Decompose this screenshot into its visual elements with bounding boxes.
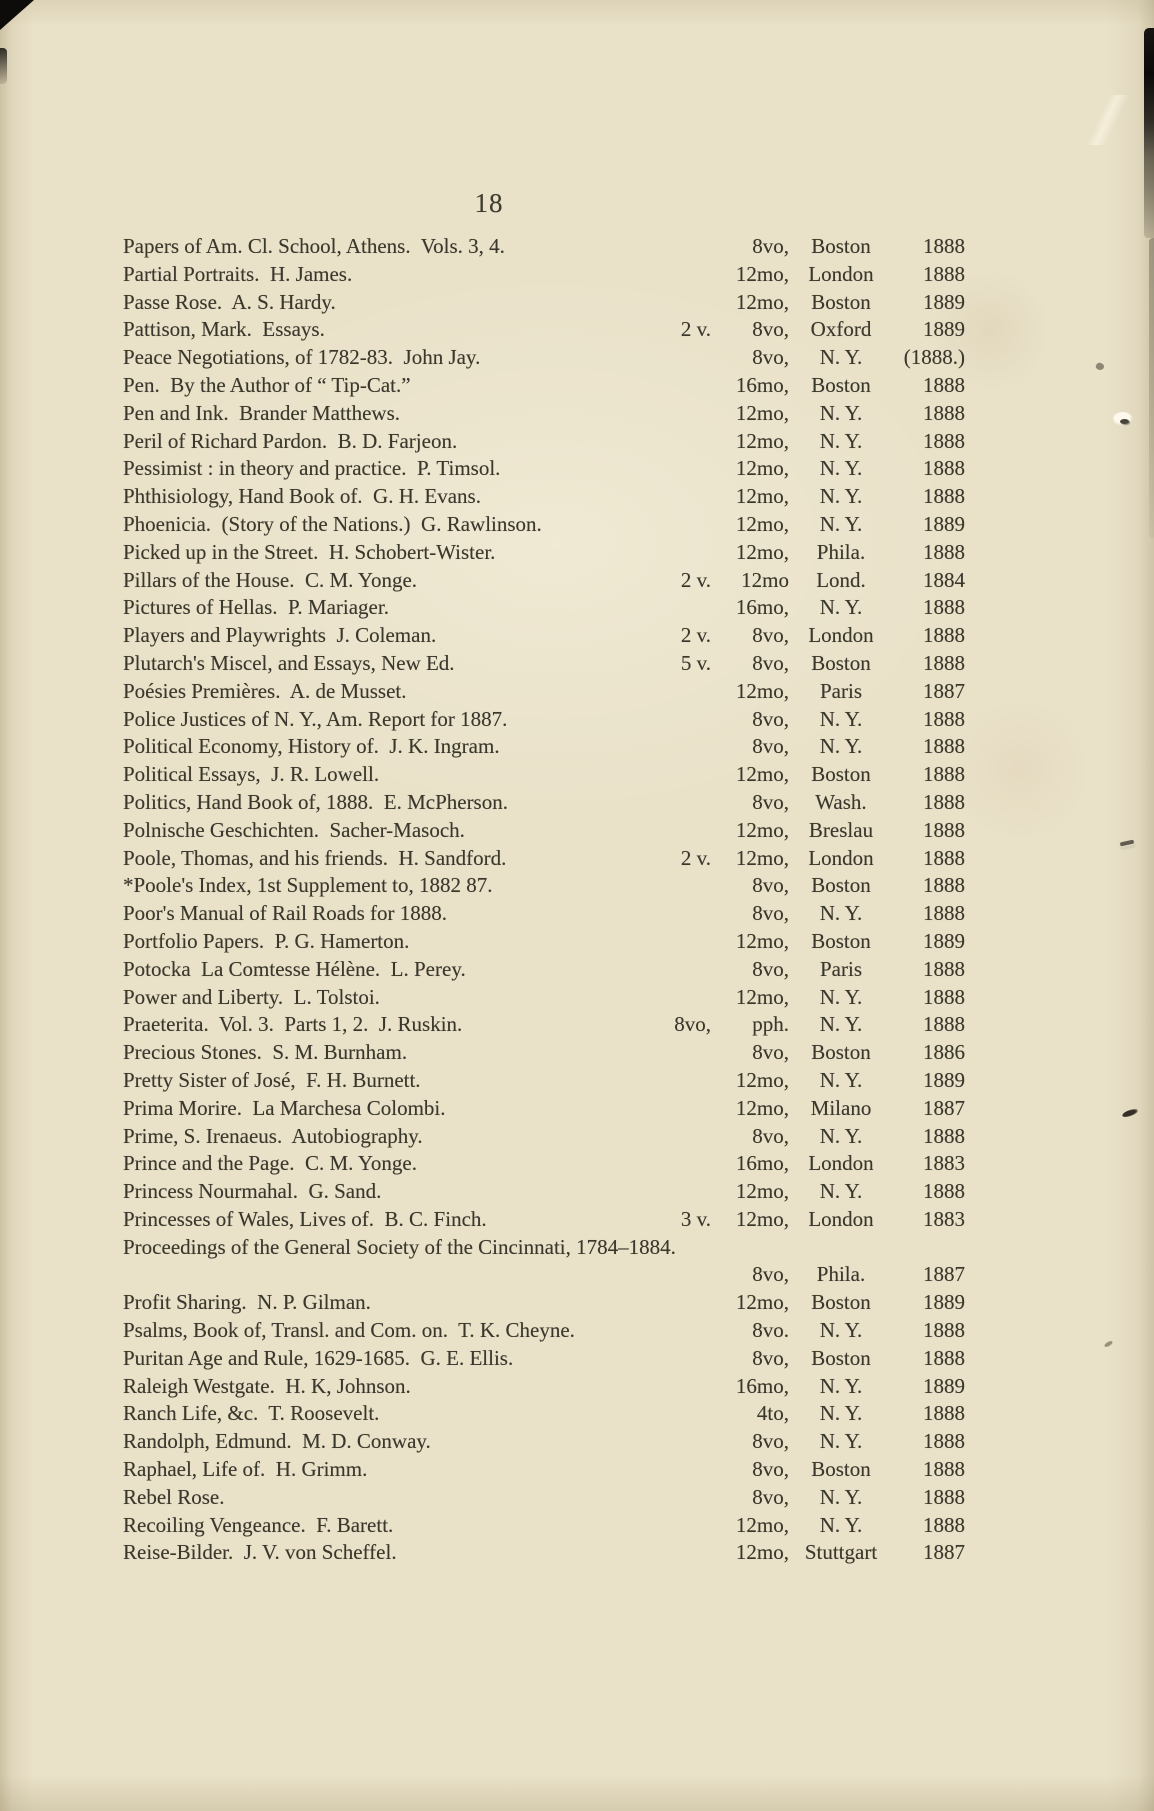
entry-format: 8vo, <box>752 650 789 675</box>
entry-year: 1888 <box>923 1318 965 1343</box>
entry-title: Phthisiology, Hand Book of. G. H. Evans. <box>123 484 481 509</box>
entry-format: 12mo, <box>735 817 789 842</box>
entry-year: 1889 <box>923 511 965 536</box>
catalog-row <box>123 234 965 262</box>
entry-year: 1889 <box>923 1290 965 1315</box>
paper-speck <box>1104 1340 1114 1348</box>
entry-place: Boston <box>811 289 871 314</box>
entry-volumes: 8vo, <box>674 1012 711 1037</box>
entry-year: 1888 <box>923 372 965 397</box>
entry-place: Phila. <box>816 1262 866 1287</box>
entry-title: Raphael, Life of. H. Grimm. <box>123 1457 368 1482</box>
catalog-row <box>123 1429 965 1457</box>
entry-format: 8vo, <box>752 1262 789 1287</box>
catalog-row <box>123 957 965 985</box>
entry-year: 1883 <box>923 1151 965 1176</box>
entry-format: 8vo, <box>752 345 789 370</box>
catalog-row <box>123 1318 965 1346</box>
entry-year: 1888 <box>923 706 965 731</box>
entry-title: Political Economy, History of. J. K. Ingram. <box>123 734 500 759</box>
catalog-row <box>123 873 965 901</box>
entry-format: 12mo, <box>735 539 789 564</box>
entry-place: N. Y. <box>819 595 863 620</box>
entry-year: 1888 <box>923 901 965 926</box>
entry-year: 1888 <box>923 234 965 258</box>
entry-format: 12mo, <box>735 762 789 787</box>
catalog-row <box>123 929 965 957</box>
catalog-row <box>123 429 965 457</box>
catalog-row <box>123 846 965 874</box>
entry-format: 8vo, <box>752 317 789 342</box>
entry-title: Poésies Premières. A. de Musset. <box>123 678 407 703</box>
entry-place: Paris <box>820 956 862 981</box>
entry-format: 12mo, <box>735 1290 789 1315</box>
catalog-row <box>123 568 965 596</box>
entry-year: 1889 <box>923 928 965 953</box>
entry-place: N. Y. <box>819 1067 863 1092</box>
entry-year: 1889 <box>923 289 965 314</box>
entry-title: Plutarch's Miscel, and Essays, New Ed. <box>123 650 455 675</box>
entry-format: 12mo <box>741 567 789 592</box>
entry-format: 12mo, <box>735 1067 789 1092</box>
catalog-row <box>123 734 965 762</box>
entry-format: 8vo. <box>752 1318 789 1343</box>
entry-title: Portfolio Papers. P. G. Hamerton. <box>123 928 410 953</box>
entry-title: Puritan Age and Rule, 1629-1685. G. E. Ellis. <box>123 1345 514 1370</box>
entry-year: 1884 <box>923 567 965 592</box>
entry-title: Precious Stones. S. M. Burnham. <box>123 1040 408 1065</box>
entry-format: 8vo, <box>752 734 789 759</box>
entry-title: Pen and Ink. Brander Matthews. <box>123 400 401 425</box>
entry-format: 12mo, <box>735 289 789 314</box>
entry-year: 1888 <box>923 1457 965 1482</box>
entry-place: Milano <box>810 1095 872 1120</box>
catalog-row <box>123 1262 965 1290</box>
entry-title: Players and Playwrights J. Coleman. <box>123 623 437 648</box>
catalog-list <box>123 234 965 1568</box>
entry-place: N. Y. <box>819 1429 863 1454</box>
entry-format: 12mo, <box>735 1179 789 1204</box>
entry-title: Princesses of Wales, Lives of. B. C. Finch. <box>123 1206 487 1231</box>
entry-title: Pen. By the Author of “ Tip-Cat.” <box>123 372 411 397</box>
scan-corner-shadow <box>0 0 34 30</box>
catalog-row <box>123 1207 965 1235</box>
paper-speck <box>1121 1108 1138 1119</box>
entry-year: 1888 <box>923 261 965 286</box>
entry-format: 8vo, <box>752 1040 789 1065</box>
catalog-row <box>123 290 965 318</box>
entry-volumes: 2 v. <box>680 317 711 342</box>
entry-place: London <box>808 623 874 648</box>
entry-title: Rebel Rose. <box>123 1484 225 1509</box>
entry-year: 1888 <box>923 984 965 1009</box>
entry-year: 1888 <box>923 1012 965 1037</box>
entry-place: London <box>808 1206 874 1231</box>
entry-title: Ranch Life, &c. T. Roosevelt. <box>123 1401 380 1426</box>
entry-format: 12mo, <box>735 261 789 286</box>
entry-year: 1888 <box>923 1123 965 1148</box>
entry-place: N. Y. <box>819 1179 863 1204</box>
entry-place: N. Y. <box>819 511 863 536</box>
entry-volumes: 5 v. <box>680 650 711 675</box>
entry-year: 1888 <box>923 956 965 981</box>
scan-edge-shadow-right <box>1149 238 1154 538</box>
entry-place: Boston <box>811 873 871 898</box>
entry-title: Psalms, Book of, Transl. and Com. on. T. K. Cheyne. <box>123 1318 575 1343</box>
catalog-row <box>123 901 965 929</box>
entry-title: Power and Liberty. L. Tolstoi. <box>123 984 380 1009</box>
entry-format: pph. <box>752 1012 789 1037</box>
catalog-row <box>123 1040 965 1068</box>
catalog-row <box>123 1235 965 1263</box>
entry-format: 12mo, <box>735 928 789 953</box>
entry-place: Boston <box>811 372 871 397</box>
entry-title: Raleigh Westgate. H. K, Johnson. <box>123 1373 411 1398</box>
entry-format: 12mo, <box>735 1206 789 1231</box>
catalog-row <box>123 1151 965 1179</box>
entry-year: 1888 <box>923 1484 965 1509</box>
entry-year: 1888 <box>923 623 965 648</box>
catalog-row <box>123 317 965 345</box>
catalog-row <box>123 1457 965 1485</box>
entry-year: 1888 <box>923 845 965 870</box>
entry-place: N. Y. <box>819 706 863 731</box>
entry-year: 1889 <box>923 1373 965 1398</box>
entry-place: N. Y. <box>819 456 863 481</box>
entry-year: 1888 <box>923 1179 965 1204</box>
entry-format: 12mo, <box>735 484 789 509</box>
entry-format: 8vo, <box>752 234 789 258</box>
entry-format: 4to, <box>756 1401 789 1426</box>
entry-format: 8vo, <box>752 1484 789 1509</box>
catalog-row <box>123 1179 965 1207</box>
paper-speck <box>1095 362 1105 372</box>
entry-place: Boston <box>811 234 871 258</box>
catalog-row <box>123 262 965 290</box>
catalog-row <box>123 512 965 540</box>
paper-pinhole <box>1113 412 1133 426</box>
entry-place: Oxford <box>810 317 872 342</box>
entry-year: 1888 <box>923 1429 965 1454</box>
entry-title: Phoenicia. (Story of the Nations.) G. Rawlinson. <box>123 511 542 536</box>
page-number: 18 <box>474 188 504 218</box>
catalog-row <box>123 1290 965 1318</box>
catalog-row <box>123 345 965 373</box>
entry-place: N. Y. <box>819 1123 863 1148</box>
entry-year: 1888 <box>923 650 965 675</box>
entry-year: 1886 <box>923 1040 965 1065</box>
entry-title: Poor's Manual of Rail Roads for 1888. <box>123 901 448 926</box>
catalog-row <box>123 679 965 707</box>
entry-place: N. Y. <box>819 1373 863 1398</box>
entry-format: 12mo, <box>735 1095 789 1120</box>
entry-title: Peril of Richard Pardon. B. D. Farjeon. <box>123 428 458 453</box>
entry-format: 8vo, <box>752 1123 789 1148</box>
catalog-row <box>123 623 965 651</box>
scan-edge-mark-right <box>1144 28 1154 238</box>
entry-place: London <box>808 1151 874 1176</box>
catalog-row <box>123 595 965 623</box>
entry-place: Boston <box>811 762 871 787</box>
catalog-row <box>123 985 965 1013</box>
entry-format: 8vo, <box>752 901 789 926</box>
entry-place: N. Y. <box>819 1484 863 1509</box>
catalog-row <box>123 1096 965 1124</box>
entry-year: 1887 <box>923 1095 965 1120</box>
entry-title: Prime, S. Irenaeus. Autobiography. <box>123 1123 423 1148</box>
entry-title: Recoiling Vengeance. F. Barett. <box>123 1512 394 1537</box>
entry-title: *Poole's Index, 1st Supplement to, 1882 87. <box>123 873 493 898</box>
entry-format: 12mo, <box>735 678 789 703</box>
entry-title: Reise-Bilder. J. V. von Scheffel. <box>123 1540 397 1565</box>
entry-year: 1888 <box>923 762 965 787</box>
entry-title: Praeterita. Vol. 3. Parts 1, 2. J. Ruskin. <box>123 1012 463 1037</box>
entry-title: Police Justices of N. Y., Am. Report for 1887. <box>123 706 508 731</box>
entry-title: Politics, Hand Book of, 1888. E. McPherson. <box>123 789 508 814</box>
entry-format: 12mo, <box>735 1540 789 1565</box>
catalog-row <box>123 1374 965 1402</box>
entry-title: Polnische Geschichten. Sacher-Masoch. <box>123 817 465 842</box>
entry-year: 1888 <box>923 873 965 898</box>
entry-title: Pillars of the House. C. M. Yonge. <box>123 567 418 592</box>
entry-place: Wash. <box>815 789 867 814</box>
catalog-row <box>123 818 965 846</box>
entry-place: Paris <box>820 678 862 703</box>
entry-place: Breslau <box>808 817 874 842</box>
catalog-row <box>123 1485 965 1513</box>
entry-year: 1887 <box>923 678 965 703</box>
entry-place: London <box>808 845 874 870</box>
entry-place: N. Y. <box>819 345 863 370</box>
entry-title: Peace Negotiations, of 1782-83. John Jay. <box>123 345 481 370</box>
entry-place: N. Y. <box>819 1401 863 1426</box>
entry-year: 1888 <box>923 1401 965 1426</box>
entry-year: 1888 <box>923 595 965 620</box>
catalog-row <box>123 707 965 735</box>
entry-year: 1883 <box>923 1206 965 1231</box>
entry-place: Boston <box>811 1290 871 1315</box>
entry-format: 12mo, <box>735 984 789 1009</box>
entry-format: 16mo, <box>735 372 789 397</box>
catalog-row <box>123 1124 965 1152</box>
entry-place: Stuttgart <box>804 1540 878 1565</box>
entry-place: Boston <box>811 1040 871 1065</box>
entry-place: Boston <box>811 650 871 675</box>
entry-format: 8vo, <box>752 873 789 898</box>
entry-place: Boston <box>811 928 871 953</box>
catalog-row <box>123 373 965 401</box>
catalog-row <box>123 540 965 568</box>
entry-volumes: 3 v. <box>680 1206 711 1231</box>
catalog-row <box>123 401 965 429</box>
scan-edge-mark-left <box>0 48 7 84</box>
entry-title: Pessimist : in theory and practice. P. Timsol. <box>123 456 501 481</box>
entry-format: 8vo, <box>752 1457 789 1482</box>
entry-format: 16mo, <box>735 1373 789 1398</box>
entry-place: N. Y. <box>819 984 863 1009</box>
entry-title: Pretty Sister of José, F. H. Burnett. <box>123 1067 421 1092</box>
entry-format: 8vo, <box>752 956 789 981</box>
entry-title: Potocka La Comtesse Hélène. L. Perey. <box>123 956 466 981</box>
entry-volumes: 2 v. <box>680 567 711 592</box>
catalog-row <box>123 1401 965 1429</box>
catalog-row <box>123 1346 965 1374</box>
entry-year: 1889 <box>923 317 965 342</box>
entry-format: 16mo, <box>735 1151 789 1176</box>
entry-place: N. Y. <box>819 901 863 926</box>
entry-place: N. Y. <box>819 1012 863 1037</box>
entry-title: Randolph, Edmund. M. D. Conway. <box>123 1429 431 1454</box>
entry-title: Proceedings of the General Society of the Cincinnati, 1784–1884. <box>123 1234 676 1259</box>
entry-title: Prima Morire. La Marchesa Colombi. <box>123 1095 446 1120</box>
entry-place: Boston <box>811 1345 871 1370</box>
entry-place: N. Y. <box>819 400 863 425</box>
catalog-row <box>123 762 965 790</box>
entry-format: 8vo, <box>752 789 789 814</box>
entry-volumes: 2 v. <box>680 845 711 870</box>
entry-title: Partial Portraits. H. James. <box>123 261 353 286</box>
catalog-row <box>123 651 965 679</box>
entry-place: N. Y. <box>819 1512 863 1537</box>
entry-format: 8vo, <box>752 623 789 648</box>
entry-title: Political Essays, J. R. Lowell. <box>123 762 380 787</box>
entry-title: Poole, Thomas, and his friends. H. Sandford. <box>123 845 507 870</box>
entry-title: Pictures of Hellas. P. Mariager. <box>123 595 389 620</box>
entry-place: N. Y. <box>819 734 863 759</box>
entry-format: 16mo, <box>735 595 789 620</box>
entry-year: 1888 <box>923 400 965 425</box>
entry-year: 1887 <box>923 1262 965 1287</box>
catalog-row <box>123 1068 965 1096</box>
entry-year: 1887 <box>923 1540 965 1565</box>
entry-year: 1888 <box>923 456 965 481</box>
entry-format: 12mo, <box>735 400 789 425</box>
entry-format: 12mo, <box>735 1512 789 1537</box>
entry-year: 1888 <box>923 1512 965 1537</box>
entry-year: 1888 <box>923 1345 965 1370</box>
entry-place: N. Y. <box>819 428 863 453</box>
entry-title: Passe Rose. A. S. Hardy. <box>123 289 336 314</box>
catalog-row <box>123 1513 965 1541</box>
entry-place: Phila. <box>816 539 866 564</box>
entry-place: N. Y. <box>819 1318 863 1343</box>
entry-title: Prince and the Page. C. M. Yonge. <box>123 1151 417 1176</box>
entry-format: 12mo, <box>735 511 789 536</box>
entry-year: (1888.) <box>903 345 965 370</box>
catalog-row <box>123 790 965 818</box>
entry-format: 12mo, <box>735 845 789 870</box>
entry-year: 1889 <box>923 1067 965 1092</box>
paper-crease <box>1064 95 1154 145</box>
catalog-row <box>123 484 965 512</box>
entry-title: Princess Nourmahal. G. Sand. <box>123 1179 382 1204</box>
entry-title: Papers of Am. Cl. School, Athens. Vols. 3, 4. <box>123 234 505 258</box>
catalog-row <box>123 1012 965 1040</box>
entry-year: 1888 <box>923 789 965 814</box>
catalog-row <box>123 456 965 484</box>
catalog-row <box>123 1540 965 1568</box>
entry-year: 1888 <box>923 734 965 759</box>
entry-year: 1888 <box>923 428 965 453</box>
entry-format: 8vo, <box>752 1345 789 1370</box>
entry-place: N. Y. <box>819 484 863 509</box>
entry-format: 12mo, <box>735 456 789 481</box>
entry-format: 8vo, <box>752 706 789 731</box>
entry-format: 8vo, <box>752 1429 789 1454</box>
entry-title: Pattison, Mark. Essays. <box>123 317 325 342</box>
entry-year: 1888 <box>923 484 965 509</box>
entry-year: 1888 <box>923 817 965 842</box>
entry-format: 12mo, <box>735 428 789 453</box>
entry-volumes: 2 v. <box>680 623 711 648</box>
entry-year: 1888 <box>923 539 965 564</box>
entry-place: London <box>808 261 874 286</box>
entry-place: Boston <box>811 1457 871 1482</box>
paper-speck <box>1120 840 1135 847</box>
entry-title: Picked up in the Street. H. Schobert-Wister. <box>123 539 496 564</box>
entry-title: Profit Sharing. N. P. Gilman. <box>123 1290 371 1315</box>
entry-place: Lond. <box>816 567 866 592</box>
